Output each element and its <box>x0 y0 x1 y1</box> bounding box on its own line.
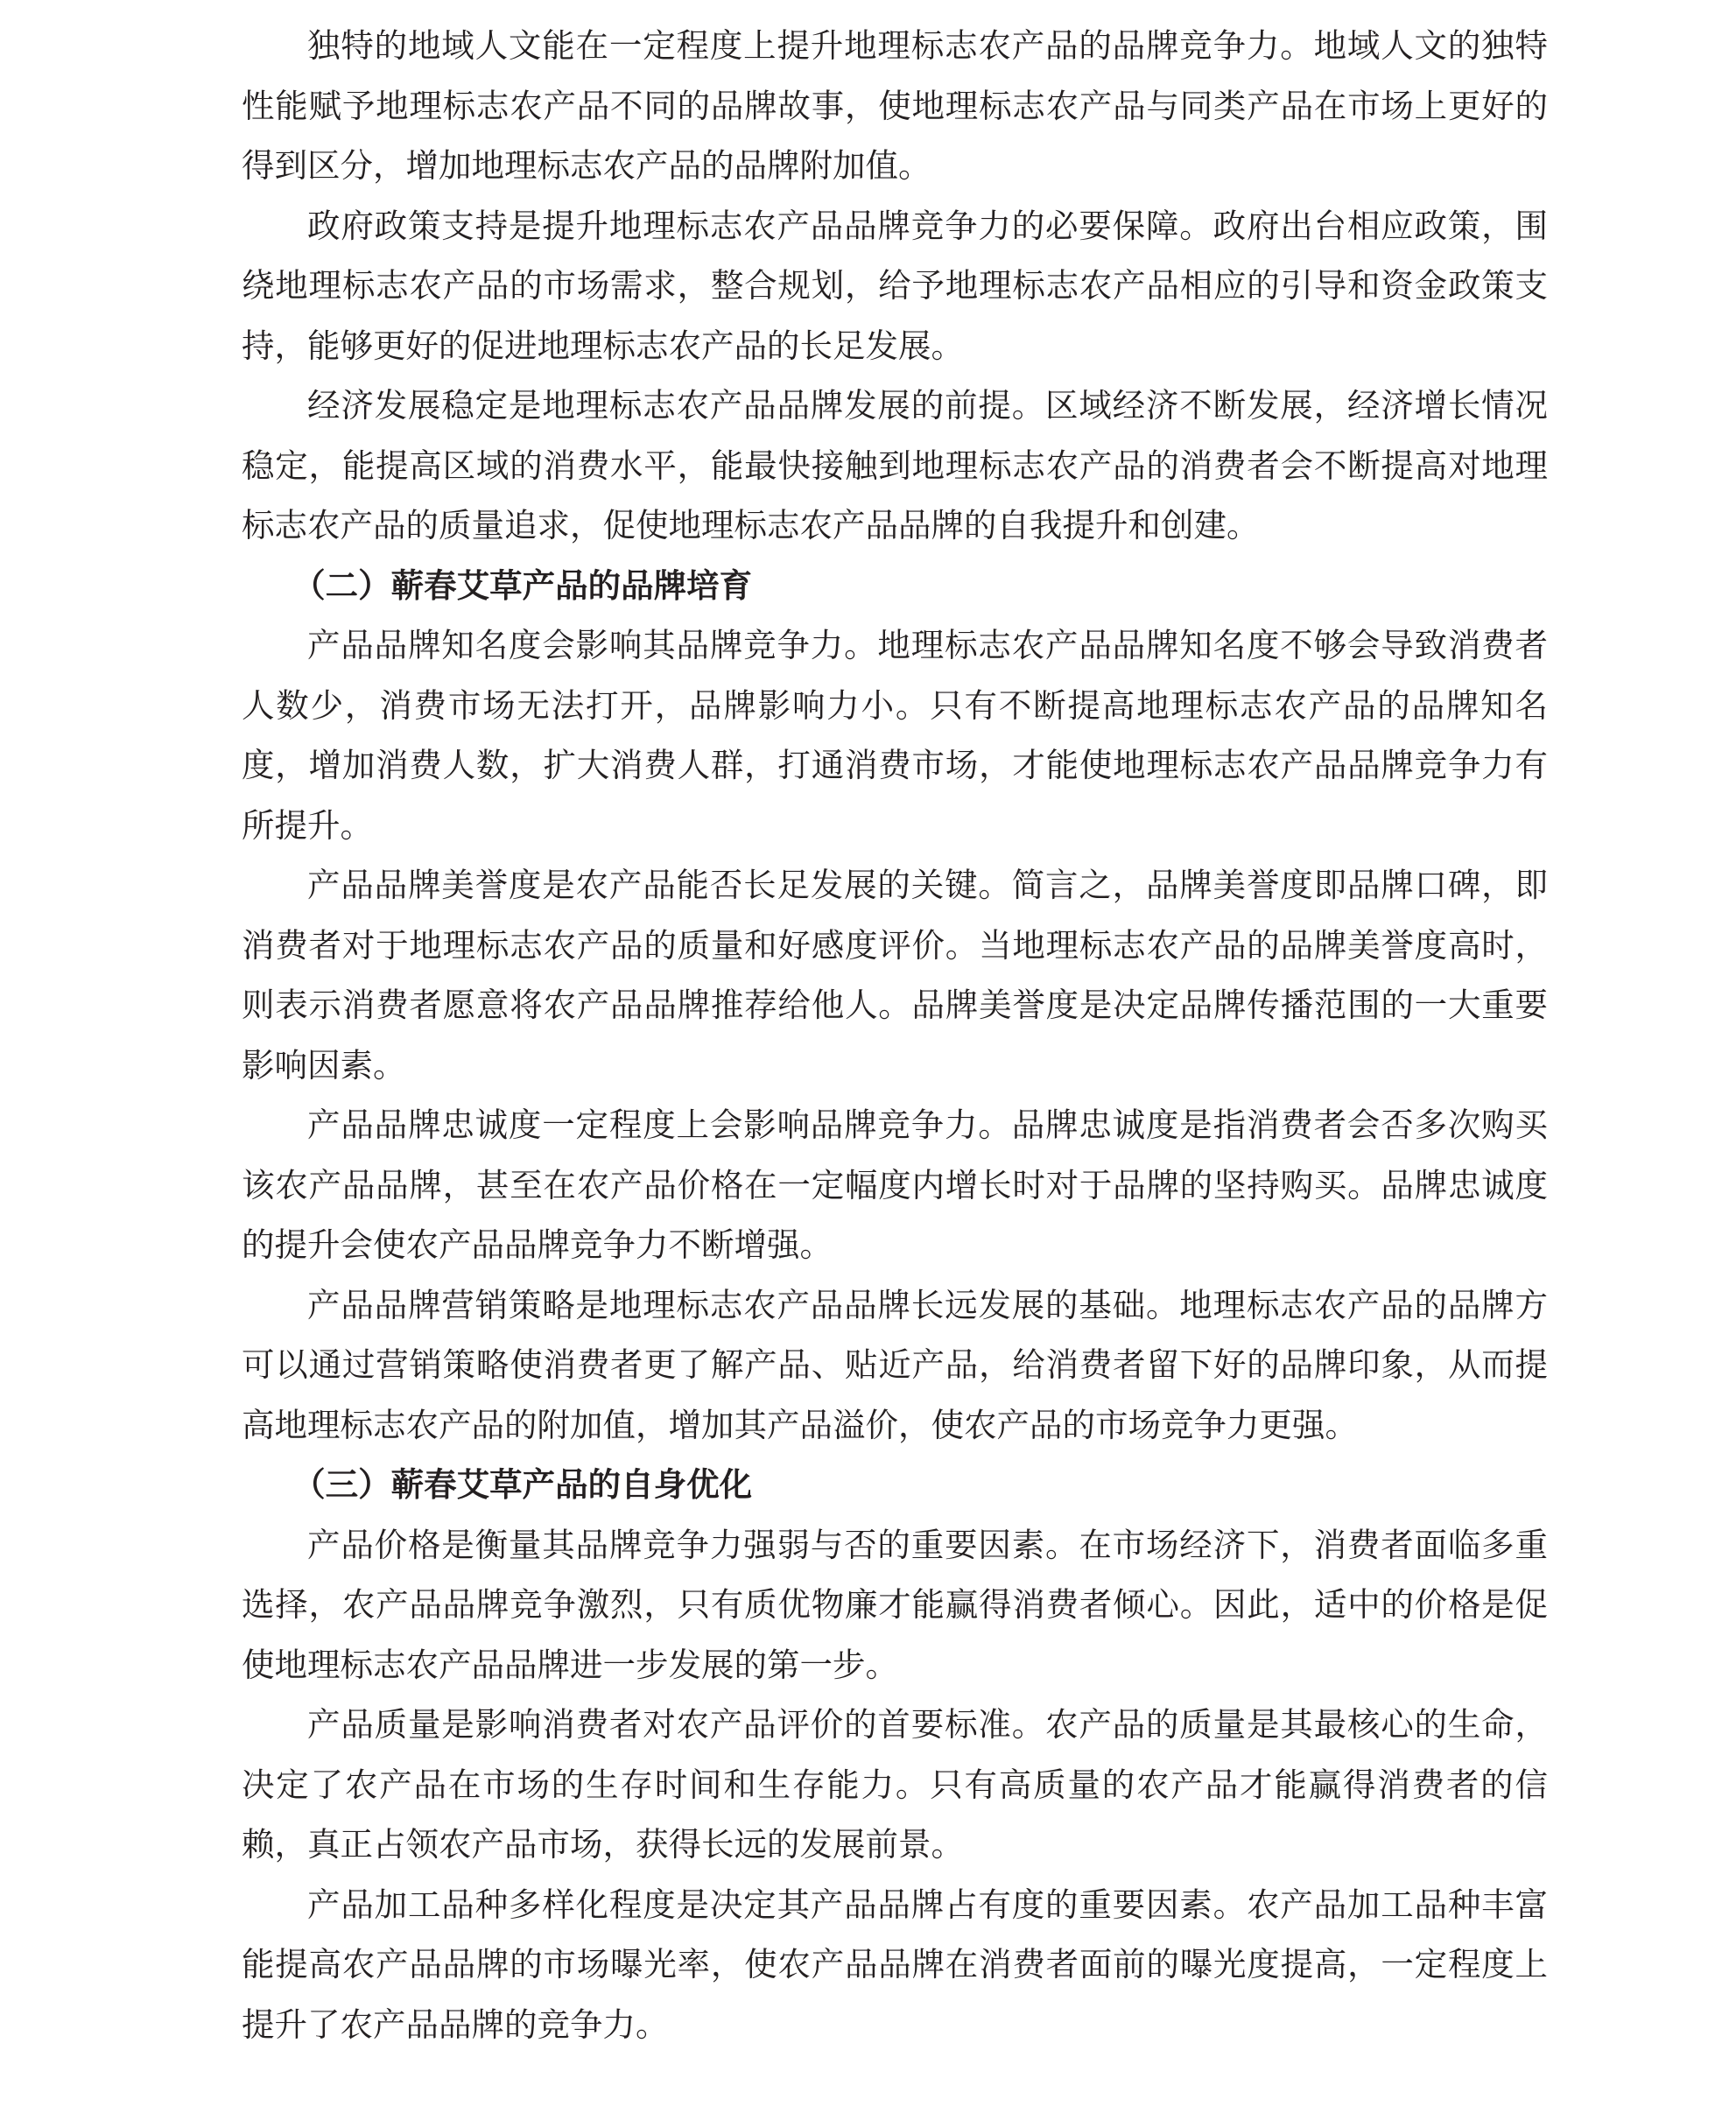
paragraph-brand-reputation: 产品品牌美誉度是农产品能否长足发展的关键。简言之，品牌美誉度即品牌口碑，即消费者对于地理标志农产品的质量和好感度评价。当地理标志农产品的品牌美誉度高时，则表示消费者愿意将农产品品牌推荐给他人。品牌美誉度是决定品牌传播范围的一大重要影响因素。 <box>242 866 1548 1085</box>
paragraph-marketing-strategy: 产品品牌营销策略是地理标志农产品品牌长远发展的基础。地理标志农产品的品牌方可以通过营销策略使消费者更了解产品、贴近产品，给消费者留下好的品牌印象，从而提高地理标志农产品的附加值，增加其产品溢价，使农产品的市场竞争力更强。 <box>242 1285 1548 1444</box>
paragraph-brand-loyalty: 产品品牌忠诚度一定程度上会影响品牌竞争力。品牌忠诚度是指消费者会否多次购买该农产品品牌，甚至在农产品价格在一定幅度内增长时对于品牌的坚持购买。品牌忠诚度的提升会使农产品品牌竞争力不断增强。 <box>242 1106 1548 1264</box>
section-heading-self-optimization: （三）蕲春艾草产品的自身优化 <box>292 1465 753 1504</box>
paragraph-product-quality: 产品质量是影响消费者对农产品评价的首要标准。农产品的质量是其最核心的生命，决定了农产品在市场的生存时间和生存能力。只有高质量的农产品才能赢得消费者的信赖，真正占领农产品市场，获得长远的发展前景。 <box>242 1705 1548 1864</box>
document-page <box>242 16 1548 2054</box>
paragraph-economic-stability: 经济发展稳定是地理标志农产品品牌发展的前提。区域经济不断发展，经济增长情况稳定，能提高区域的消费水平，能最快接触到地理标志农产品的消费者会不断提高对地理标志农产品的质量追求，促使地理标志农产品品牌的自我提升和创建。 <box>242 386 1548 544</box>
section-heading-brand-cultivation: （二）蕲春艾草产品的品牌培育 <box>292 565 753 605</box>
paragraph-government-policy: 政府政策支持是提升地理标志农产品品牌竞争力的必要保障。政府出台相应政策，围绕地理标志农产品的市场需求，整合规划，给予地理标志农产品相应的引导和资金政策支持，能够更好的促进地理标志农产品的长足发展。 <box>242 206 1548 365</box>
paragraph-brand-awareness: 产品品牌知名度会影响其品牌竞争力。地理标志农产品品牌知名度不够会导致消费者人数少，消费市场无法打开，品牌影响力小。只有不断提高地理标志农产品的品牌知名度，增加消费人数，扩大消费人群，打通消费市场，才能使地理标志农产品品牌竞争力有所提升。 <box>242 626 1548 845</box>
paragraph-product-price: 产品价格是衡量其品牌竞争力强弱与否的重要因素。在市场经济下，消费者面临多重选择，农产品品牌竞争激烈，只有质优物廉才能赢得消费者倾心。因此，适中的价格是促使地理标志农产品品牌进一步发展的第一步。 <box>242 1525 1548 1684</box>
paragraph-regional-culture: 独特的地域人文能在一定程度上提升地理标志农产品的品牌竞争力。地域人文的独特性能赋予地理标志农产品不同的品牌故事，使地理标志农产品与同类产品在市场上更好的得到区分，增加地理标志农产品的品牌附加值。 <box>242 26 1548 185</box>
paragraph-product-diversity: 产品加工品种多样化程度是决定其产品品牌占有度的重要因素。农产品加工品种丰富能提高农产品品牌的市场曝光率，使农产品品牌在消费者面前的曝光度提高，一定程度上提升了农产品品牌的竞争力。 <box>242 1885 1548 2044</box>
